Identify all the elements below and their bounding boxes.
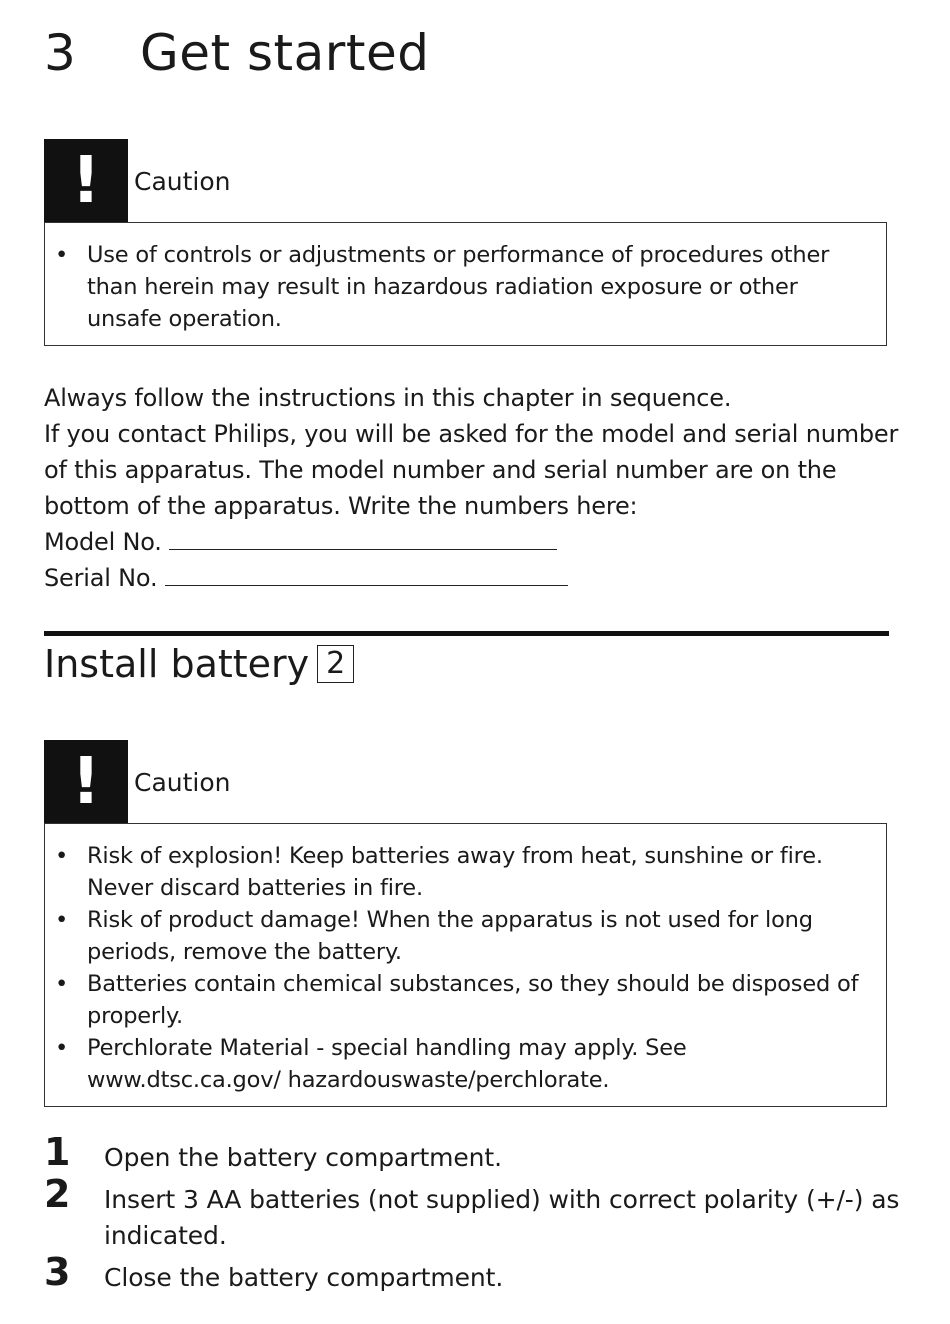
step-text: Close the battery compartment. [104,1263,504,1292]
caution-header [44,740,344,824]
step-text: Insert 3 AA batteries (not supplied) with correct polarity (+/-) as indicated. [104,1185,900,1250]
intro-paragraph: If you contact Philips, you will be asked for the model and serial number of this apparatus. The model number and serial number are on the bottom of the apparatus. Write the numbers here: [44,420,899,520]
caution-box [44,222,887,346]
intro-line: Always follow the instructions in this chapter in sequence. [44,384,732,412]
caution-label: Caution [134,167,231,196]
step-number: 1 [44,1130,71,1174]
section-title: Install battery [44,642,310,686]
caution-box [44,823,887,1107]
caution-item: • Perchlorate Material - special handling may apply. See www.dtsc.ca.gov/ hazardouswaste/perchlorate. [45,1032,876,1096]
intro-text [44,380,904,596]
model-label: Model No. [44,528,162,556]
serial-number-blank [165,563,568,586]
chapter-number: 3 [44,24,77,82]
model-number-line [44,524,904,560]
caution-item: • Risk of explosion! Keep batteries away from heat, sunshine or fire. Never discard batteries in fire. [45,840,876,904]
model-number-blank [169,527,557,550]
step-item [44,1130,904,1176]
chapter-title: Get started [140,24,430,82]
caution-item: • Risk of product damage! When the apparatus is not used for long periods, remove the battery. [45,904,876,968]
step-item [44,1172,904,1254]
figure-reference: 2 [317,645,354,683]
caution-header [44,139,344,223]
serial-label: Serial No. [44,564,158,592]
step-number: 3 [44,1250,71,1294]
exclamation-icon: ! [44,740,128,824]
chapter-heading [44,24,429,82]
serial-number-line [44,560,904,596]
caution-item: • Use of controls or adjustments or performance of procedures other than herein may result in hazardous radiation exposure or other unsafe operation. [45,239,876,335]
step-item [44,1250,904,1296]
caution-label: Caution [134,768,231,797]
section-divider [44,631,889,636]
step-number: 2 [44,1172,71,1216]
exclamation-icon: ! [44,139,128,223]
caution-item: • Batteries contain chemical substances, so they should be disposed of properly. [45,968,876,1032]
step-list [44,1130,904,1302]
step-text: Open the battery compartment. [104,1143,502,1172]
section-heading [44,642,354,686]
